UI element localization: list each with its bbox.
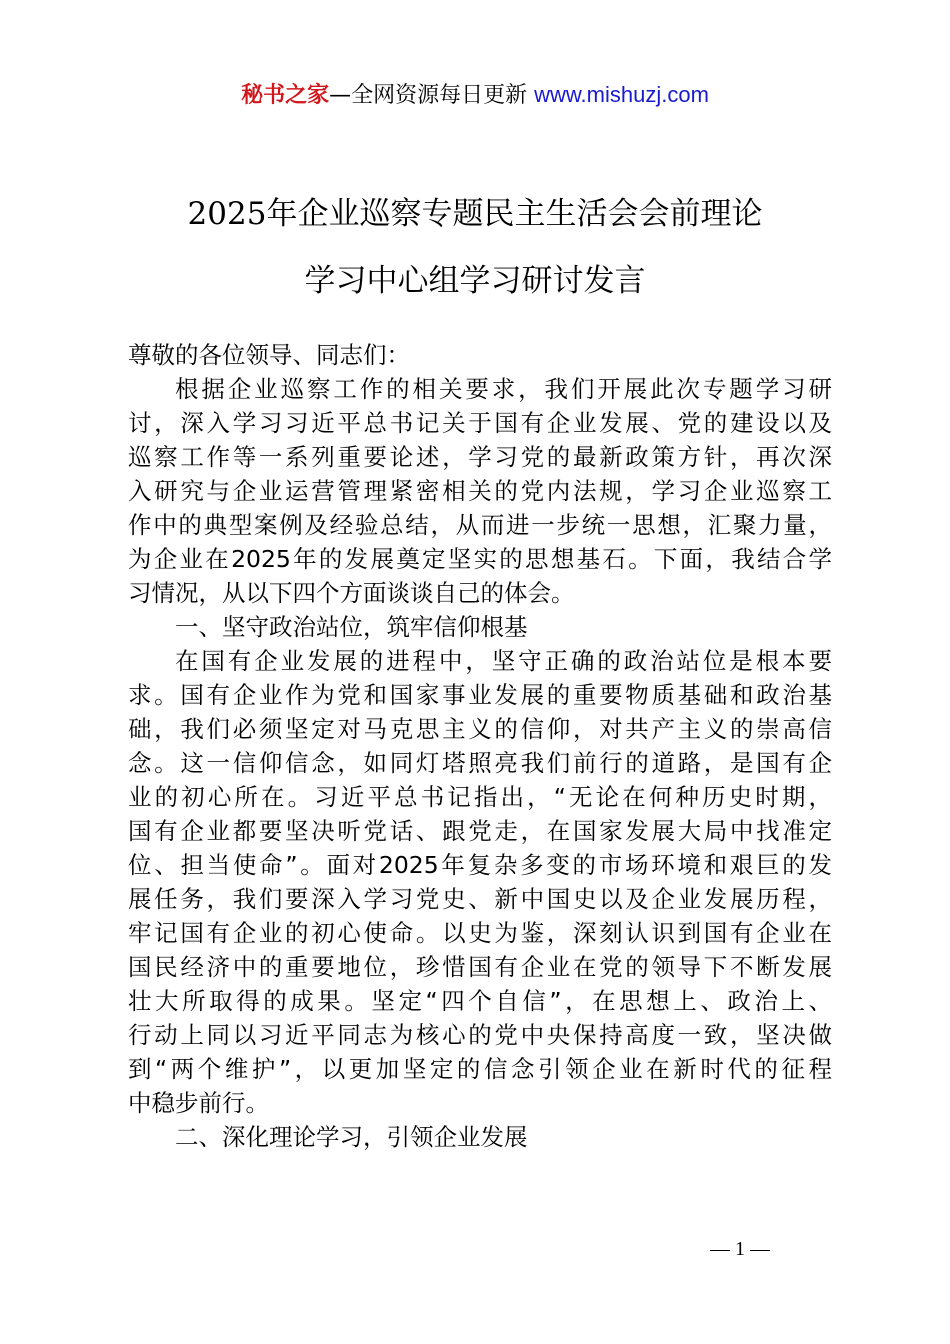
paragraph-line: 在国有企业发展的进程中，坚守正确的政治站位是根本要 xyxy=(175,647,832,675)
paragraph-line: 讨，深入学习习近平总书记关于国有企业发展、党的建设以及 xyxy=(128,409,832,437)
paragraph-line: 础，我们必须坚定对马克思主义的信仰，对共产主义的崇高信 xyxy=(128,715,832,743)
site-name: 秘书之家 xyxy=(241,83,330,108)
paragraph-line: 念。这一信仰信念，如同灯塔照亮我们前行的道路，是国有企 xyxy=(128,749,832,777)
document-body xyxy=(128,338,832,1154)
paragraph-line: 根据企业巡察工作的相关要求，我们开展此次专题学习研 xyxy=(175,375,832,403)
document-title-line-2: 学习中心组学习研讨发言 xyxy=(304,263,646,299)
section-heading-2: 二、深化理论学习，引领企业发展 xyxy=(175,1123,528,1151)
document-title-line-1: 2025年企业巡察专题民主生活会会前理论 xyxy=(187,196,763,232)
paragraph-line: 中稳步前行。 xyxy=(128,1089,269,1117)
paragraph-line: 行动上同以习近平同志为核心的党中央保持高度一致，坚决做 xyxy=(128,1021,832,1049)
site-url-link[interactable]: www.mishuzj.com xyxy=(534,82,709,107)
section-heading-1: 一、坚守政治站位，筑牢信仰根基 xyxy=(175,613,528,641)
paragraph-line: 作中的典型案例及经验总结，从而进一步统一思想，汇聚力量， xyxy=(128,511,832,539)
paragraph-line: 到“两个维护”，以更加坚定的信念引领企业在新时代的征程 xyxy=(128,1055,832,1083)
paragraph-line: 巡察工作等一系列重要论述，学习党的最新政策方针，再次深 xyxy=(128,443,832,471)
paragraph-line: 为企业在2025年的发展奠定坚实的思想基石。下面，我结合学 xyxy=(128,545,832,573)
site-header xyxy=(0,78,950,113)
paragraph-line: 国有企业都要坚决听党话、跟党走，在国家发展大局中找准定 xyxy=(128,817,832,845)
page-number: — 1 — xyxy=(710,1238,770,1260)
paragraph-line: 壮大所取得的成果。坚定“四个自信”，在思想上、政治上、 xyxy=(128,987,832,1015)
site-tagline: —全网资源每日更新 xyxy=(329,83,528,108)
paragraph-line: 习情况，从以下四个方面谈谈自己的体会。 xyxy=(128,579,575,607)
paragraph-line: 牢记国有企业的初心使命。以史为鉴，深刻认识到国有企业在 xyxy=(128,919,832,947)
salutation: 尊敬的各位领导、同志们： xyxy=(128,341,410,369)
paragraph-line: 国民经济中的重要地位，珍惜国有企业在党的领导下不断发展 xyxy=(128,953,832,981)
paragraph-line: 展任务，我们要深入学习党史、新中国史以及企业发展历程， xyxy=(128,885,832,913)
paragraph-line: 位、担当使命”。面对2025年复杂多变的市场环境和艰巨的发 xyxy=(128,851,832,879)
paragraph-line: 求。国有企业作为党和国家事业发展的重要物质基础和政治基 xyxy=(128,681,832,709)
paragraph-line: 业的初心所在。习近平总书记指出，“无论在何种历史时期， xyxy=(128,783,832,811)
paragraph-line: 入研究与企业运营管理紧密相关的党内法规，学习企业巡察工 xyxy=(128,477,832,505)
